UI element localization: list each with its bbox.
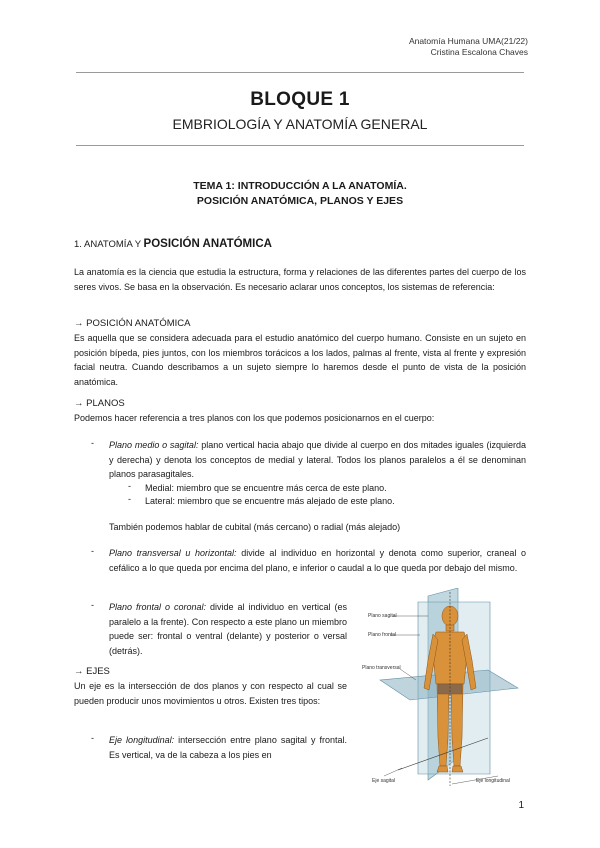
- bullet-dash: -: [91, 546, 94, 556]
- label-frontal: Plano frontal: [368, 632, 397, 638]
- posicion-heading: → POSICIÓN ANATÓMICA: [74, 318, 191, 329]
- section-prefix: 1. ANATOMÍA Y: [74, 239, 144, 250]
- eje-longitudinal-item: [109, 733, 347, 762]
- frontal-item: [109, 600, 347, 658]
- header-course: Anatomía Humana UMA(21/22): [408, 36, 528, 46]
- medial-item: Medial: miembro que se encuentre más cerca de este plano.: [145, 483, 387, 493]
- bottom-divider: [76, 145, 524, 146]
- label-eje-right: Eje longitudinal: [476, 778, 510, 784]
- section-bold: POSICIÓN ANATÓMICA: [143, 238, 272, 250]
- planos-heading: → PLANOS: [74, 398, 125, 409]
- eje-longitudinal-term: Eje longitudinal:: [109, 735, 175, 745]
- cubital-note: También podemos hablar de cubital (más cercano) o radial (más alejado): [109, 522, 401, 532]
- sagital-text: plano vertical hacia abajo que divide al cuerpo en dos mitades iguales (izquierda y derecha) y denota los conceptos de medial y lateral. Todos los planos paralelos a él se denominan planos parasagitales.: [109, 440, 527, 480]
- top-divider: [76, 72, 524, 73]
- section-heading: [74, 238, 272, 250]
- page-number: 1: [518, 800, 524, 811]
- bullet-dash: -: [128, 494, 131, 504]
- frontal-term: Plano frontal o coronal:: [109, 602, 207, 612]
- leader-line: [384, 768, 402, 776]
- bullet-dash: -: [91, 733, 94, 743]
- ejes-heading: → EJES: [74, 666, 110, 677]
- bullet-dash: -: [91, 600, 94, 610]
- header-author: Cristina Escalona Chaves: [430, 47, 528, 57]
- bullet-dash: -: [128, 481, 131, 491]
- lateral-item: Lateral: miembro que se encuentre más alejado de este plano.: [145, 496, 395, 506]
- intro-paragraph: La anatomía es la ciencia que estudia la estructura, forma y relaciones de las diferentes partes del cuerpo de los seres vivos. Se basa en la observación. Es necesario aclarar unos conceptos, los sistemas de referencia:: [74, 267, 526, 292]
- planos-intro: Podemos hacer referencia a tres planos con los que podemos posicionarnos en el cuerpo:: [74, 413, 435, 423]
- page-title: BLOQUE 1: [250, 89, 350, 110]
- label-transversal: Plano transversal: [362, 665, 401, 671]
- anatomical-planes-figure: [358, 588, 526, 793]
- sagital-term: Plano medio o sagital:: [109, 440, 199, 450]
- page-subtitle: EMBRIOLOGÍA Y ANATOMÍA GENERAL: [172, 116, 428, 132]
- running-header: [409, 36, 528, 58]
- frontal-text: divide al individuo en vertical (es paralelo a la frente). Con respecto a este plano un miembro puede ser: frontal o ventral (delante) y posterior o versal (detrás).: [109, 602, 347, 656]
- ejes-paragraph: Un eje es la intersección de dos planos y con respecto al cual se pueden producir unos movimientos u otros. Existen tres tipos:: [74, 681, 347, 706]
- bullet-dash: -: [91, 438, 94, 448]
- posicion-paragraph: Es aquella que se considera adecuada para el estudio anatómico del cuerpo humano. Consiste en un sujeto en posición bípeda, pies juntos, con los miembros torácicos a los lados, palmas al frente, vista al frente y expresión facial neutra. Cuando describamos a un sujeto siempre lo haremos desde el punto de vista de la posición anatómica.: [74, 333, 526, 387]
- label-sagital: Plano sagital: [368, 613, 397, 619]
- transversal-term: Plano transversal u horizontal:: [109, 548, 237, 558]
- sagital-item: [109, 438, 526, 482]
- eje-longitudinal-text: intersección entre plano sagital y frontal. Es vertical, va de la cabeza a los pies en: [109, 735, 348, 760]
- label-eje-left: Eje sagital: [372, 778, 396, 784]
- tema-title-line1: TEMA 1: INTRODUCCIÓN A LA ANATOMÍA.: [193, 180, 407, 192]
- transversal-item: [109, 546, 526, 575]
- tema-title-line2: POSICIÓN ANATÓMICA, PLANOS Y EJES: [196, 195, 404, 207]
- transversal-text: divide al individuo en horizontal y denota como superior, craneal o cefálico a lo que queda por encima del plano, e inferior o caudal a lo que queda por debajo del mismo.: [109, 548, 526, 573]
